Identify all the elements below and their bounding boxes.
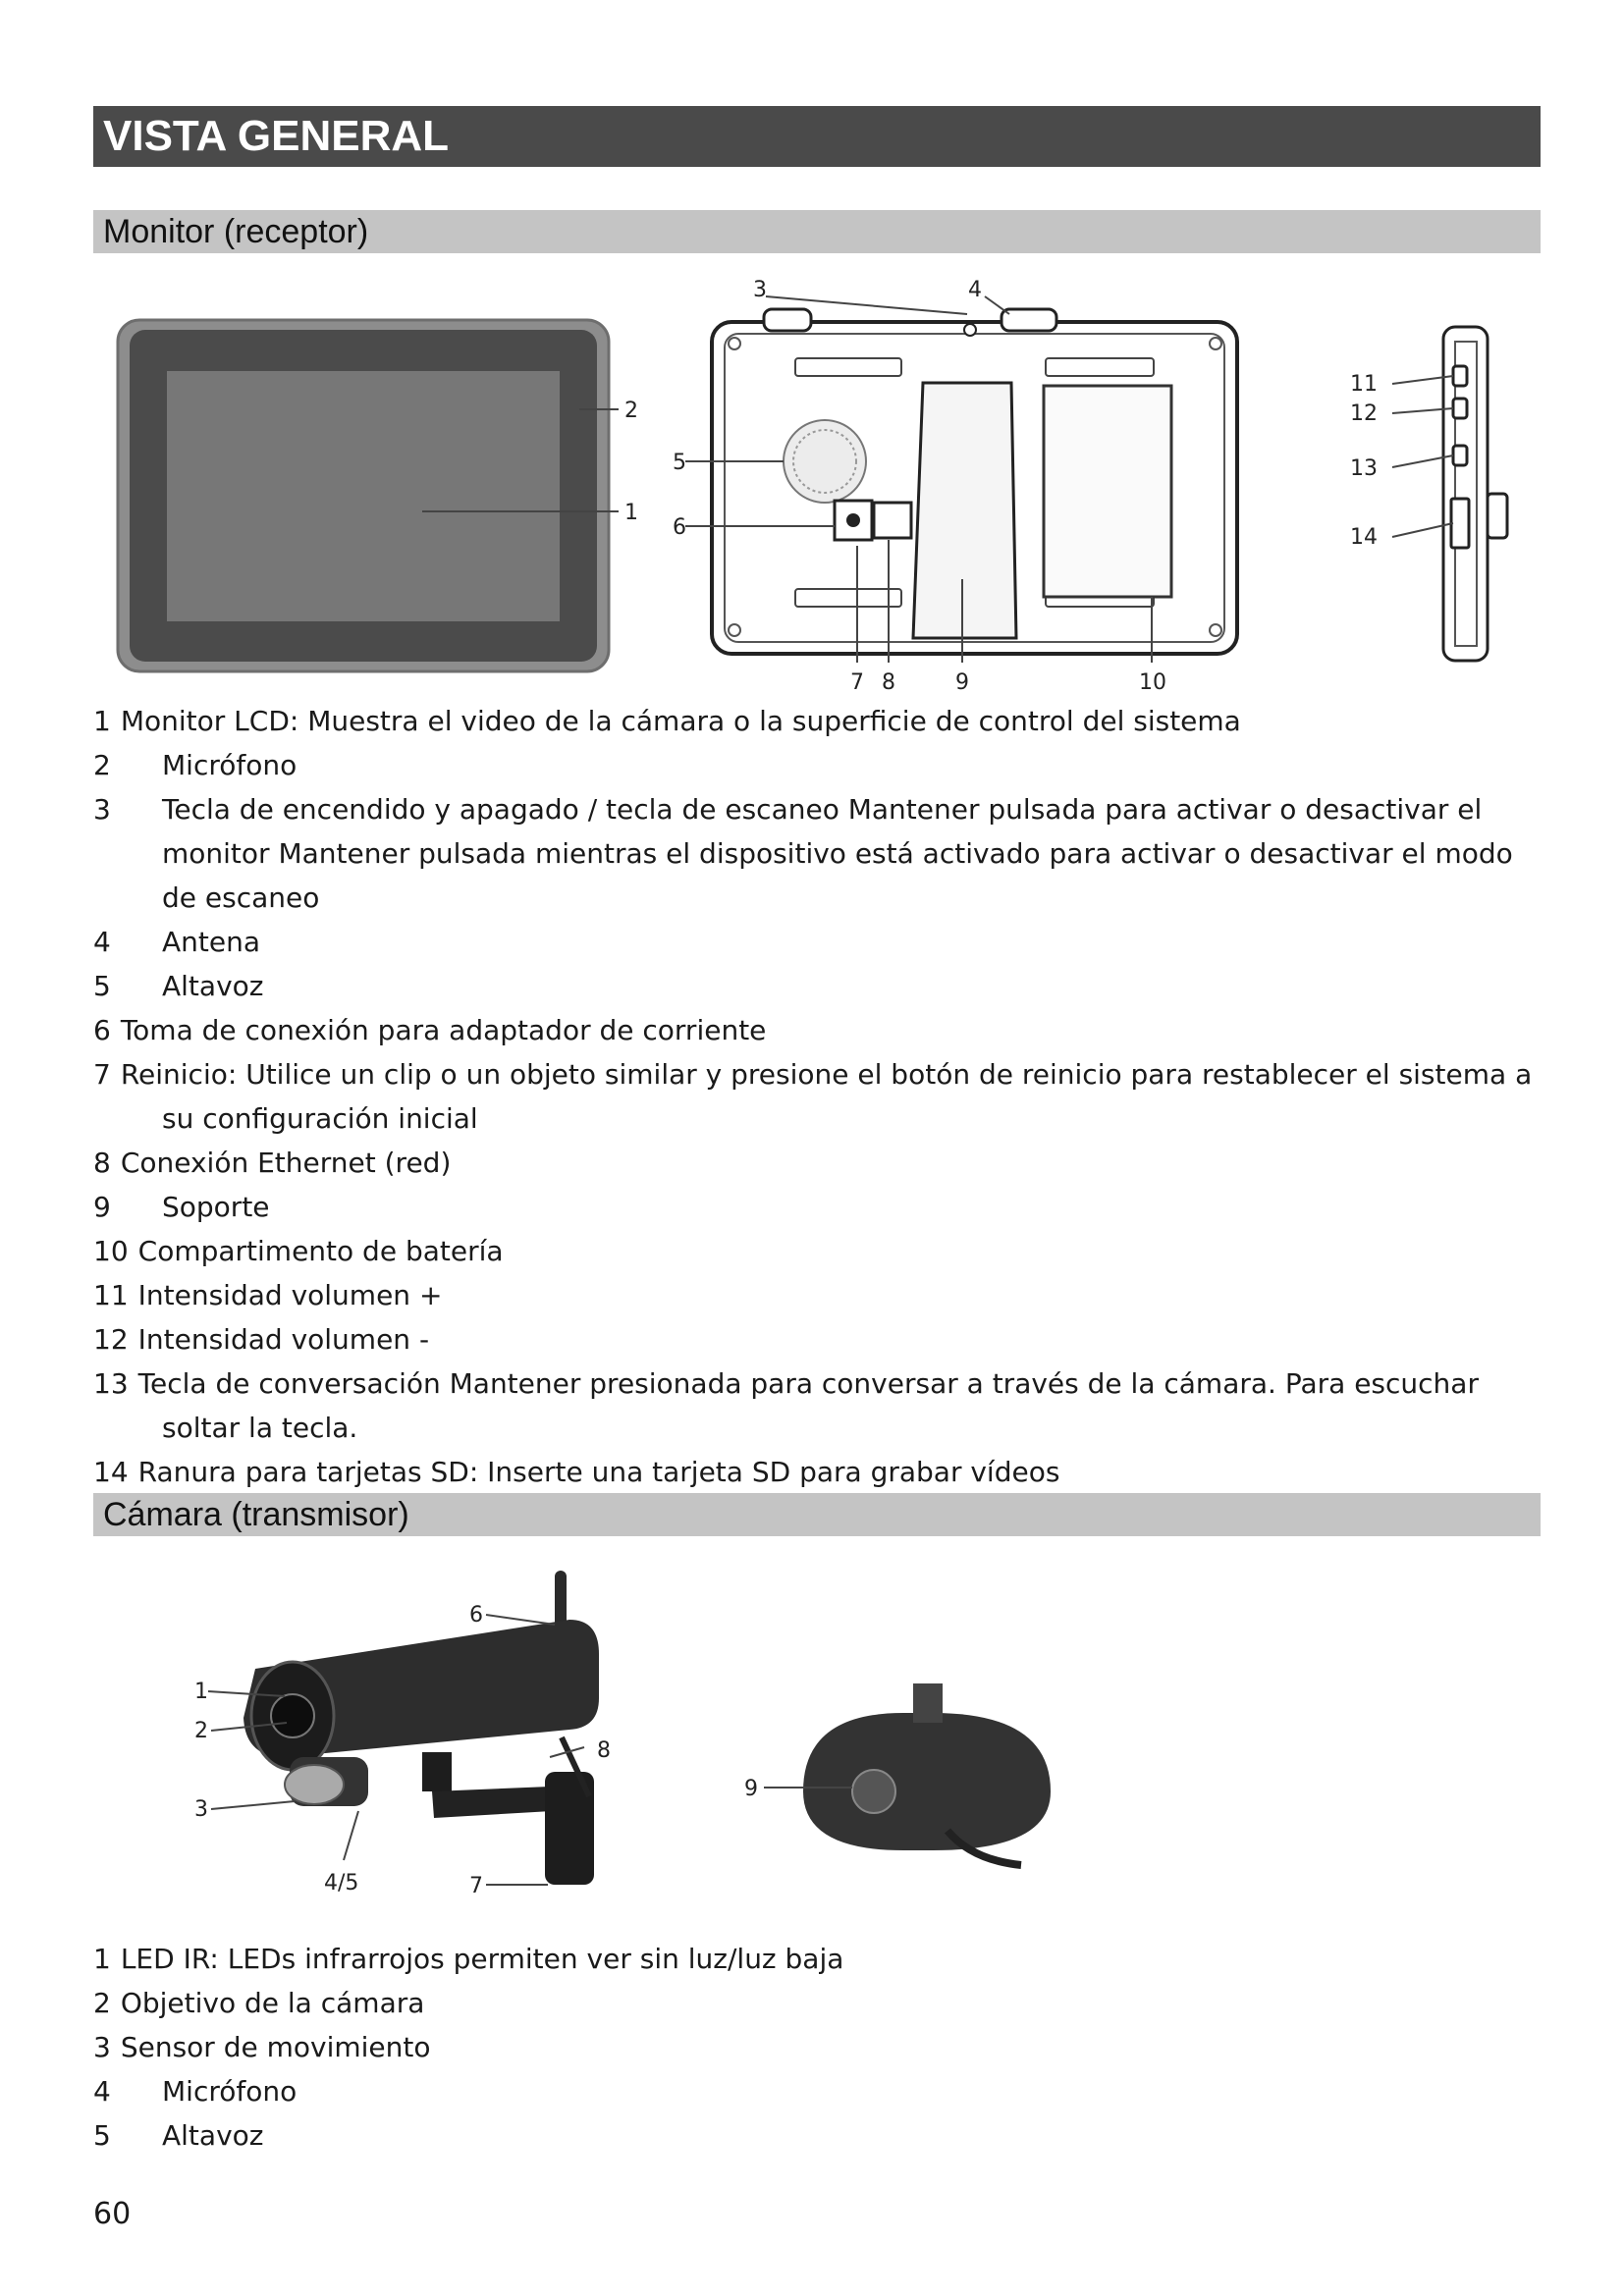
callout-2: 2: [194, 1719, 208, 1743]
callout-4: 4: [968, 278, 982, 302]
page-number: 60: [93, 2197, 132, 2231]
list-item: 4 Antena: [93, 926, 261, 958]
callout-8: 8: [597, 1738, 611, 1763]
list-item: 14 Ranura para tarjetas SD: Inserte una tarjeta SD para grabar vídeos: [93, 1456, 1060, 1488]
callout-10: 10: [1139, 670, 1166, 695]
monitor-back-figure: [668, 275, 1257, 702]
list-item: 12 Intensidad volumen -: [93, 1323, 430, 1356]
callout-6: 6: [673, 515, 686, 540]
camera-parts-list: [93, 1937, 1546, 2158]
list-item: 11 Intensidad volumen +: [93, 1279, 443, 1311]
monitor-front-figure: [108, 312, 658, 675]
callout-12: 12: [1350, 401, 1378, 426]
callout-7: 7: [850, 670, 864, 695]
list-item: 2 Micrófono: [93, 749, 298, 781]
list-item: 2 Objetivo de la cámara: [93, 1987, 425, 2019]
camera-bottom-figure: [736, 1683, 1080, 1885]
callout-1: 1: [624, 501, 638, 525]
callout-6: 6: [469, 1603, 483, 1628]
callout-5: 5: [673, 451, 686, 475]
callout-1: 1: [194, 1680, 208, 1704]
list-item: 1 LED IR: LEDs infrarrojos permiten ver sin luz/luz baja: [93, 1943, 844, 1975]
list-item: 13 Tecla de conversación Mantener presionada para conversar a través de la cámara. Para escuchar soltar la tecla.: [93, 1367, 1479, 1444]
list-item: 6 Toma de conexión para adaptador de corriente: [93, 1014, 767, 1046]
monitor-side-figure: [1345, 312, 1532, 670]
list-item: 8 Conexión Ethernet (red): [93, 1147, 452, 1179]
page-title: VISTA GENERAL: [93, 106, 1541, 167]
callout-9: 9: [955, 670, 969, 695]
list-item: 9 Soporte: [93, 1191, 270, 1223]
callout-2: 2: [624, 399, 638, 423]
callout-3: 3: [194, 1797, 208, 1822]
monitor-parts-list: [93, 699, 1546, 1494]
section-title-camera: Cámara (transmisor): [93, 1493, 1541, 1536]
camera-figure: [177, 1561, 668, 1909]
callout-8: 8: [882, 670, 895, 695]
list-item: 10 Compartimento de batería: [93, 1235, 504, 1267]
callout-13: 13: [1350, 456, 1378, 481]
list-item: 3 Sensor de movimiento: [93, 2031, 431, 2063]
callout-11: 11: [1350, 372, 1378, 397]
list-item: 1 Monitor LCD: Muestra el video de la cámara o la superficie de control del sistema: [93, 705, 1241, 737]
list-item: 5 Altavoz: [93, 970, 264, 1002]
list-item: 7 Reinicio: Utilice un clip o un objeto similar y presione el botón de reinicio para restablecer el sistema a su configuración inicial: [93, 1058, 1533, 1135]
callout-7: 7: [469, 1874, 483, 1898]
callout-4-5: 4/5: [324, 1871, 359, 1896]
list-item: 5 Altavoz: [93, 2119, 264, 2152]
list-item: 3 Tecla de encendido y apagado / tecla de escaneo Mantener pulsada para activar o desactivar el monitor Mantener pulsada mientras el dispositivo está activado para activar o desactivar el modo de escaneo: [93, 793, 1513, 914]
callout-3: 3: [753, 278, 767, 302]
callout-9: 9: [744, 1777, 758, 1801]
list-item: 4 Micrófono: [93, 2075, 298, 2108]
callout-14: 14: [1350, 525, 1378, 550]
section-title-monitor: Monitor (receptor): [93, 210, 1541, 253]
